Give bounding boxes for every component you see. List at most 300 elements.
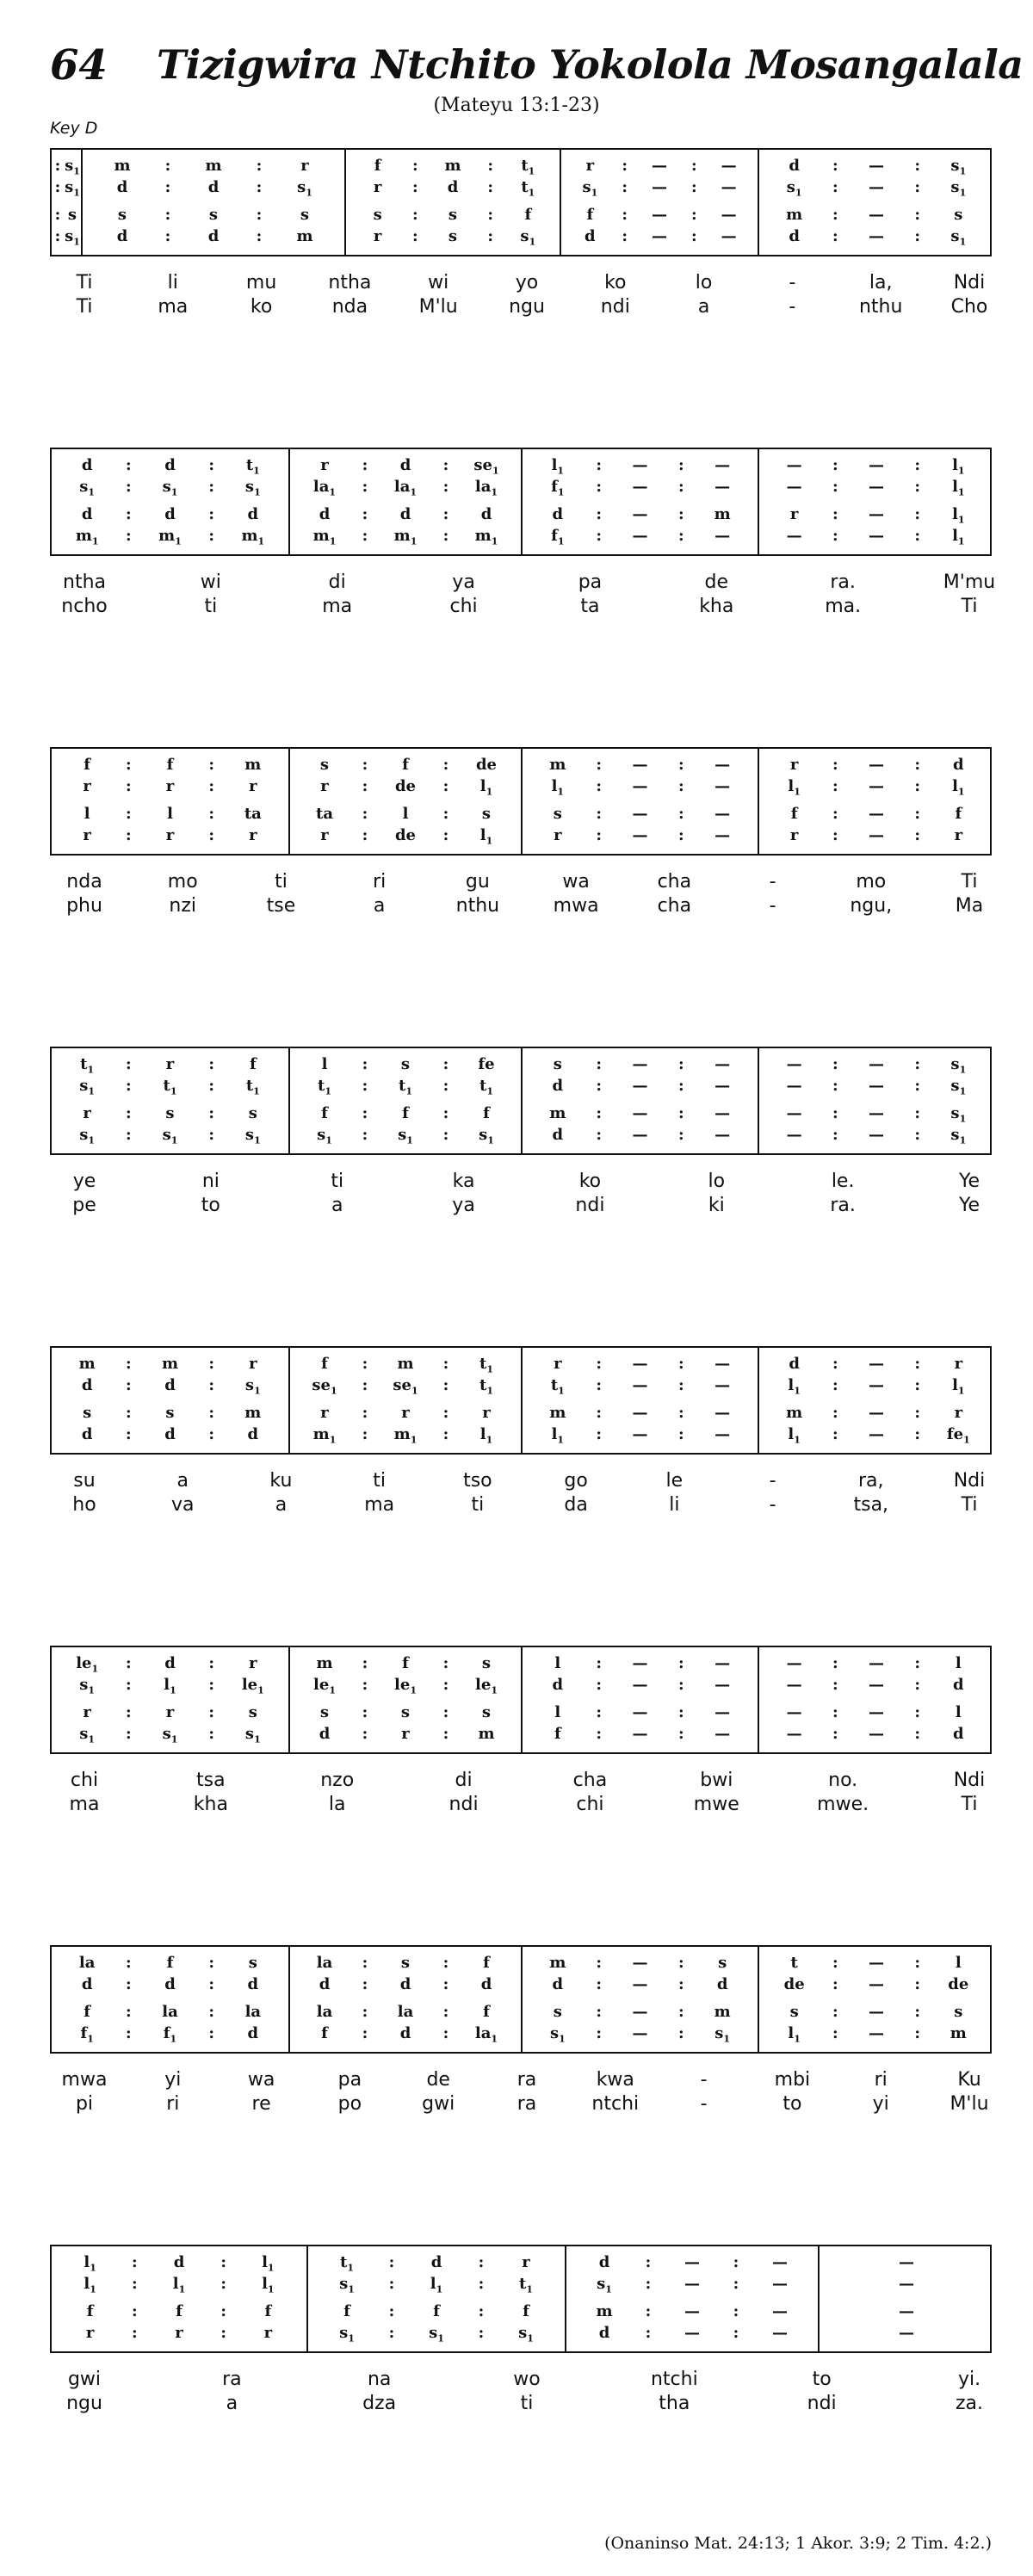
beat-separator: : [442, 1376, 449, 1395]
sustain-dash: — [721, 205, 737, 224]
voice-row [346, 227, 560, 248]
measure [758, 1048, 993, 1153]
voice-row [759, 1404, 993, 1424]
solfa-note: $s_1$ [162, 1724, 178, 1745]
solfa-note: r [789, 504, 799, 523]
beat-separator: : [678, 777, 684, 796]
solfa-note: d [164, 1975, 176, 1994]
beat-separator: : [914, 205, 920, 224]
lyric-syllable: nzo [320, 1770, 355, 1791]
solfa-note: s [481, 1654, 492, 1672]
beat-separator: : [914, 1355, 920, 1373]
beat-separator: : [596, 804, 602, 823]
sustain-dash: — [714, 777, 731, 796]
sustain-dash: — [868, 504, 884, 523]
voice-row [759, 1725, 993, 1745]
beat-separator: : [126, 1403, 132, 1422]
lyrics-block [50, 2069, 992, 2117]
lyric-syllable: da [564, 1494, 588, 1516]
beat-separator: : [832, 2002, 838, 2021]
beat-separator: : [596, 1103, 602, 1122]
sustain-dash: — [772, 2253, 788, 2271]
solfa-note: m [786, 1403, 803, 1422]
solfa-note: $f_1$ [80, 2023, 94, 2045]
sustain-dash: — [632, 1724, 648, 1743]
beat-separator: : [132, 2323, 138, 2342]
measure [521, 449, 758, 554]
solfa-note: $s_1$ [244, 1376, 261, 1397]
beat-separator: : [487, 178, 493, 197]
lyrics-block [50, 871, 992, 919]
voice-row [759, 505, 993, 526]
lyric-syllable: M'lu [418, 296, 458, 318]
beat-separator: : [678, 504, 684, 523]
voice-row [290, 756, 521, 776]
solfa-note: m [444, 157, 461, 175]
beat-separator: : [126, 2002, 132, 2021]
lyric-syllable: a [697, 296, 710, 318]
voice-row [52, 1355, 288, 1375]
beat-separator: : [362, 1355, 368, 1373]
beat-separator: : [678, 1702, 684, 1721]
solfa-note: f [249, 1055, 257, 1073]
solfa-note: s [954, 205, 963, 224]
beat-separator: : [126, 1125, 132, 1144]
lyric-syllable: ki [708, 1195, 725, 1216]
lyric-verse-2 [50, 1494, 992, 1518]
sustain-dash: — [868, 1077, 884, 1096]
music-system [50, 1047, 992, 1219]
sustain-dash: — [868, 804, 884, 823]
sustain-dash: — [714, 1103, 731, 1122]
sustain-dash: — [632, 1676, 648, 1695]
beat-separator: : [362, 1055, 368, 1073]
beat-separator: : [914, 2002, 920, 2021]
beat-separator: : [388, 2253, 395, 2271]
beat-separator: : [596, 1954, 602, 1972]
lyric-hyphen: - [769, 1470, 776, 1492]
beat-separator: : [832, 1125, 838, 1144]
beat-separator: : [126, 1077, 132, 1096]
solfa-note: d [247, 504, 259, 523]
solfa-note: $t_1$ [519, 2275, 533, 2295]
beat-separator: : [220, 2275, 226, 2294]
sustain-dash: — [899, 2275, 914, 2294]
voice-row [759, 178, 993, 199]
solfa-note: s [373, 205, 382, 224]
lyric-syllable: ndi [807, 2393, 837, 2414]
beat-separator: : [832, 825, 838, 844]
beat-separator: : [54, 157, 61, 175]
voice-row [566, 2302, 818, 2323]
beat-separator: : [208, 2023, 214, 2042]
beat-separator: : [132, 2301, 138, 2320]
beat-separator: : [914, 178, 920, 197]
beat-separator: : [596, 1702, 602, 1721]
lyric-syllable: ti [373, 1470, 387, 1492]
beat-separator: : [832, 1355, 838, 1373]
voice-row [52, 478, 288, 498]
voice-row [523, 1404, 758, 1424]
sustain-dash: — [632, 804, 648, 823]
voice-row [52, 1954, 288, 1974]
sustain-dash: — [632, 825, 648, 844]
measure [52, 1048, 288, 1153]
voice-row [523, 1126, 758, 1146]
voice-row [290, 2003, 521, 2023]
sustain-dash: — [632, 2002, 648, 2021]
beat-separator: : [412, 178, 418, 197]
sustain-dash: — [786, 1676, 802, 1695]
voice-row [759, 1355, 993, 1375]
voice-row [759, 478, 993, 498]
beat-separator: : [208, 804, 214, 823]
beat-separator: : [678, 1654, 684, 1672]
voice-row [523, 1654, 758, 1675]
solfa-note: $t_1$ [479, 1077, 493, 1097]
voice-row [759, 456, 993, 477]
sustain-dash: — [868, 2002, 884, 2021]
beat-separator: : [645, 2323, 652, 2342]
beat-separator: : [596, 1975, 602, 1994]
beat-separator: : [220, 2323, 226, 2342]
lyric-syllable: no. [828, 1770, 858, 1791]
solfa-note: s [553, 1055, 562, 1073]
beat-separator: : [256, 226, 263, 245]
voice-row [52, 157, 81, 177]
beat-separator: : [362, 504, 368, 523]
solfa-note: s [481, 804, 492, 823]
solfa-note: m [549, 1403, 566, 1422]
beat-separator: : [678, 1424, 684, 1443]
beat-separator: : [596, 1676, 602, 1695]
voice-row [52, 227, 81, 248]
sustain-dash: — [868, 1724, 884, 1743]
solfa-note: $s_1$ [79, 478, 96, 498]
beat-separator: : [832, 756, 838, 774]
sustain-dash: — [786, 456, 802, 474]
staff [50, 1945, 992, 2054]
solfa-note: s [400, 1055, 411, 1073]
lyric-verse-2 [50, 596, 992, 620]
sustain-dash: — [652, 226, 667, 245]
solfa-note: $l_1$ [172, 2275, 186, 2295]
lyric-syllable: Ma [955, 895, 984, 917]
sustain-dash: — [632, 1403, 648, 1422]
voice-row [290, 505, 521, 526]
beat-separator: : [208, 1424, 214, 1443]
voice-row [820, 2275, 993, 2295]
beat-separator: : [442, 478, 449, 497]
beat-separator: : [126, 1724, 132, 1743]
lyric-syllable: ntha [328, 272, 372, 293]
lyric-syllable: bwi [700, 1770, 733, 1791]
footer-reference: (Onaninso Mat. 24:13; 1 Akor. 3:9; 2 Tim. 4:2.) [604, 2534, 992, 2553]
beat-separator: : [54, 226, 61, 245]
solfa-note: f [586, 205, 594, 224]
voice-row [759, 777, 993, 798]
lyric-syllable: chi [576, 1794, 604, 1815]
voice-row [523, 1703, 758, 1724]
voice-row [523, 527, 758, 547]
solfa-note: s [553, 804, 562, 823]
lyric-syllable: a [226, 2393, 238, 2414]
beat-separator: : [208, 777, 214, 796]
sustain-dash: — [868, 1125, 884, 1144]
beat-separator: : [733, 2301, 739, 2320]
solfa-note: m [596, 2301, 613, 2320]
beat-separator: : [596, 825, 602, 844]
solfa-note: f [790, 804, 798, 823]
voice-row [820, 2253, 993, 2274]
voice-row [759, 2003, 993, 2023]
solfa-note: $f_1$ [551, 478, 565, 498]
staff [50, 1646, 992, 1754]
beat-separator: : [442, 1676, 449, 1695]
beat-separator: : [442, 1055, 449, 1073]
beat-separator: : [596, 1376, 602, 1395]
measure [560, 150, 758, 255]
voice-row [52, 1703, 288, 1724]
beat-separator: : [645, 2301, 652, 2320]
voice-row [290, 1975, 521, 1996]
voice-row [308, 2302, 565, 2323]
voice-row [52, 756, 288, 776]
solfa-note: fe [478, 1055, 495, 1073]
solfa-note: m [714, 504, 731, 523]
lyric-syllable: wi [428, 272, 449, 293]
lyric-syllable: Ti [961, 596, 978, 617]
beat-separator: : [362, 1975, 368, 1994]
voice-row [52, 1404, 288, 1424]
voice-row [561, 178, 758, 199]
beat-separator: : [132, 2253, 138, 2271]
sustain-dash: — [786, 1055, 802, 1073]
voice-row [290, 1126, 521, 1146]
sustain-dash: — [868, 456, 884, 474]
beat-separator: : [442, 456, 449, 474]
beat-separator: : [678, 1975, 684, 1994]
beat-separator: : [596, 1403, 602, 1422]
solfa-note: d [164, 504, 176, 523]
lyric-hyphen: - [769, 895, 776, 917]
solfa-note: d [480, 1975, 492, 1994]
lyric-syllable: tha [659, 2393, 690, 2414]
voice-row [759, 1055, 993, 1076]
sustain-dash: — [868, 1403, 884, 1422]
solfa-note: r [954, 825, 963, 844]
lyric-syllable: cha [657, 871, 692, 893]
beat-separator: : [208, 1403, 214, 1422]
solfa-note: r [165, 1055, 175, 1073]
staff [50, 1047, 992, 1155]
beat-separator: : [914, 478, 920, 497]
sustain-dash: — [684, 2301, 700, 2320]
solfa-note: $s_1$ [950, 1125, 967, 1146]
solfa-note: $l_1$ [788, 1376, 801, 1397]
measure [758, 1647, 993, 1752]
solfa-note: l [84, 804, 90, 823]
lyric-syllable: lo [708, 1171, 726, 1192]
beat-separator: : [691, 226, 697, 245]
lyric-syllable: ma [69, 1794, 100, 1815]
lyric-verse-1 [50, 1171, 992, 1195]
voice-row [759, 1077, 993, 1097]
solfa-note: f [483, 1954, 490, 1972]
lyric-syllable: nda [331, 296, 368, 318]
beat-separator: : [914, 1702, 920, 1721]
solfa-note: s [165, 1103, 175, 1122]
voice-row [52, 2024, 288, 2045]
beat-separator: : [645, 2253, 652, 2271]
solfa-note: d [447, 178, 459, 197]
beat-separator: : [442, 1702, 449, 1721]
solfa-note: m [549, 1103, 566, 1122]
voice-row [52, 2324, 306, 2344]
lyric-syllable: nthu [455, 895, 500, 917]
lyric-syllable: ntha [63, 571, 106, 593]
beat-separator: : [362, 1077, 368, 1096]
voice-row [83, 157, 344, 177]
solfa-note: $le_1$ [313, 1676, 336, 1696]
solfa-note: d [164, 1654, 176, 1672]
beat-separator: : [596, 1125, 602, 1144]
lyric-syllable: va [170, 1494, 195, 1516]
sustain-dash: — [714, 1676, 731, 1695]
beat-separator: : [832, 1654, 838, 1672]
beat-separator: : [478, 2275, 485, 2294]
beat-separator: : [164, 157, 171, 175]
voice-row [759, 2024, 993, 2045]
voice-row [759, 227, 993, 248]
solfa-note: r [401, 1724, 410, 1743]
lyric-syllable: gwi [67, 2369, 102, 2390]
sustain-dash: — [632, 1954, 648, 1972]
voice-row [561, 157, 758, 177]
solfa-note: d [953, 756, 964, 774]
beat-separator: : [126, 1702, 132, 1721]
lyric-syllable: ho [72, 1494, 96, 1516]
solfa-note: $l_1$ [788, 1424, 801, 1446]
solfa-note: $la_1$ [393, 478, 418, 498]
music-system [50, 1646, 992, 1818]
lyric-syllable: ta [580, 596, 600, 617]
solfa-note: s [319, 1702, 330, 1721]
beat-separator: : [208, 1724, 214, 1743]
sustain-dash: — [714, 804, 731, 823]
lyric-syllable: ni [201, 1171, 220, 1192]
music-system [50, 2245, 992, 2417]
voice-row [52, 1104, 288, 1125]
lyric-verse-1 [50, 2069, 992, 2093]
solfa-note: $f_1$ [551, 526, 565, 547]
lyric-syllable: tso [463, 1470, 492, 1492]
voice-row [523, 2003, 758, 2023]
sustain-dash: — [899, 2301, 914, 2320]
lyric-syllable: Ye [958, 1195, 980, 1216]
beat-separator: : [362, 456, 368, 474]
beat-separator: : [126, 804, 132, 823]
beat-separator: : [596, 1055, 602, 1073]
lyric-syllable: ko [250, 296, 273, 318]
beat-separator: : [220, 2253, 226, 2271]
solfa-note: $l_1$ [788, 2023, 801, 2045]
hymn-number: 64 [50, 41, 108, 90]
voice-row [290, 478, 521, 498]
solfa-note: d [207, 178, 220, 197]
solfa-note: d [247, 2023, 259, 2042]
lyric-hyphen: - [769, 1494, 776, 1516]
beat-separator: : [678, 526, 684, 545]
beat-separator: : [388, 2301, 395, 2320]
lyric-syllable: tsa, [853, 1494, 889, 1516]
beat-separator: : [832, 2023, 838, 2042]
lyric-syllable: phu [66, 895, 102, 917]
solfa-note: s [300, 205, 310, 224]
solfa-note: m [549, 756, 566, 774]
beat-separator: : [691, 157, 697, 175]
solfa-note: $l_1$ [262, 2253, 275, 2274]
solfa-note: $t_1$ [479, 1376, 493, 1397]
solfa-note: f [343, 2301, 350, 2320]
solfa-note: t [790, 1954, 798, 1972]
lyric-syllable: ntchi [591, 2093, 640, 2115]
voice-row [523, 1104, 758, 1125]
beat-separator: : [164, 178, 171, 197]
solfa-note: $la_1$ [312, 478, 337, 498]
voice-row [759, 756, 993, 776]
lyric-syllable: kha [699, 596, 734, 617]
sustain-dash: — [868, 1975, 884, 1994]
solfa-note: m [714, 2002, 731, 2021]
measure [306, 2246, 565, 2351]
beat-separator: : [914, 2023, 920, 2042]
solfa-note: la [397, 2002, 414, 2021]
solfa-note: d [552, 504, 564, 523]
solfa-note: s [789, 2002, 799, 2021]
solfa-note: d [81, 1975, 93, 1994]
lyric-syllable: ri [874, 2069, 888, 2091]
sustain-dash: — [786, 1103, 802, 1122]
solfa-note: d [716, 1975, 728, 1994]
voice-row [52, 1077, 288, 1097]
beat-separator: : [914, 825, 920, 844]
sustain-dash: — [632, 478, 648, 497]
beat-separator: : [832, 504, 838, 523]
beat-separator: : [832, 1676, 838, 1695]
beat-separator: : [832, 1724, 838, 1743]
staff [50, 1346, 992, 1455]
sustain-dash: — [899, 2253, 914, 2271]
sustain-dash: — [714, 825, 731, 844]
lyric-syllable: a [176, 1470, 189, 1492]
solfa-note: d [247, 1424, 259, 1443]
beat-separator: : [412, 205, 418, 224]
beat-separator: : [691, 205, 697, 224]
measure [521, 1647, 758, 1752]
beat-separator: : [442, 804, 449, 823]
solfa-note: $s_1$ [398, 1125, 413, 1146]
solfa-note: $s_1$ [79, 1676, 96, 1696]
voice-row [52, 1425, 288, 1446]
solfa-note: m [78, 1355, 96, 1373]
solfa-note: $l_1$ [952, 504, 965, 526]
solfa-note: $s_1$ [244, 1125, 261, 1146]
lyric-syllable: ra. [830, 1195, 856, 1216]
solfa-note: $s_1$ [162, 1125, 178, 1146]
sustain-dash: — [632, 1077, 648, 1096]
beat-separator: : [832, 456, 838, 474]
